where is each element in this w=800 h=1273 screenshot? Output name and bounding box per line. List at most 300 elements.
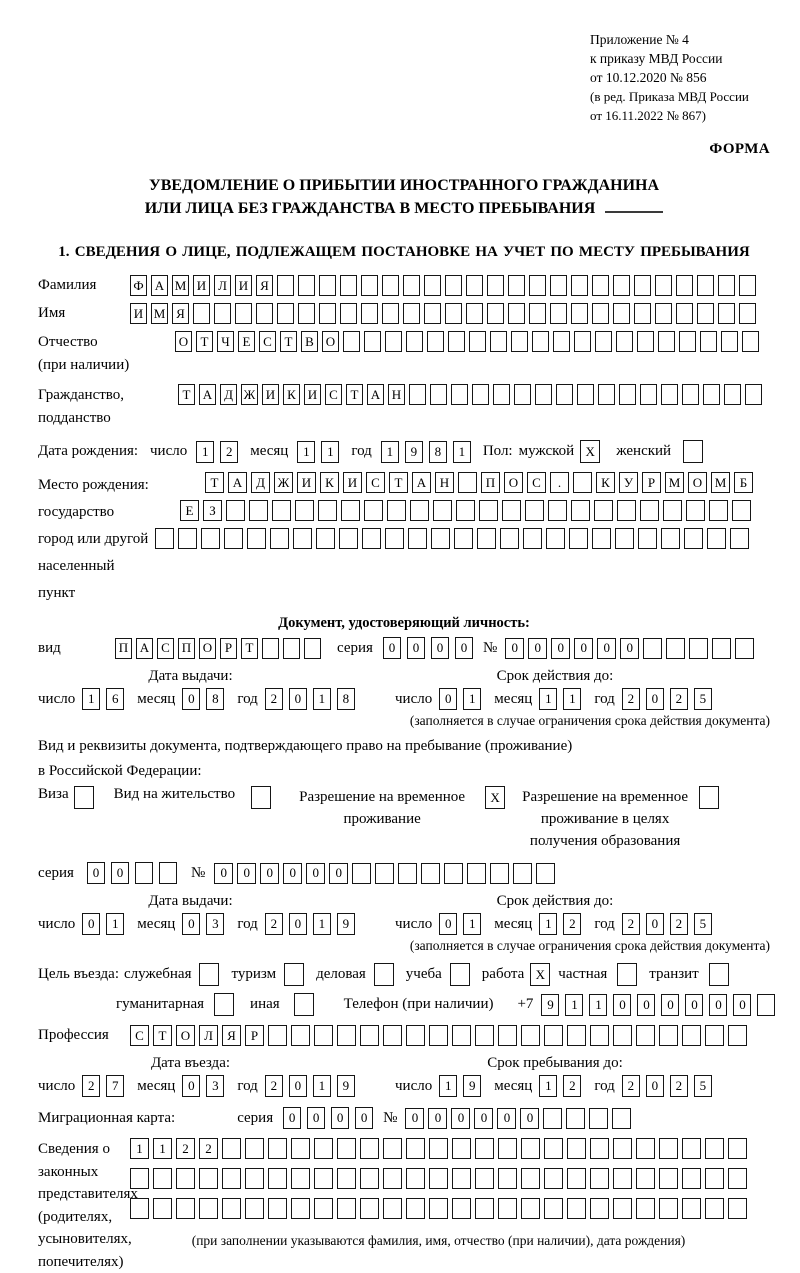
cell[interactable] (676, 303, 693, 324)
cell[interactable]: К (320, 472, 339, 493)
cell[interactable] (475, 1138, 494, 1159)
entry-year[interactable] (265, 1075, 355, 1097)
cell[interactable] (429, 1138, 448, 1159)
cell[interactable] (739, 303, 756, 324)
cell[interactable] (661, 384, 678, 405)
cell[interactable] (643, 638, 662, 659)
cell[interactable]: 5 (694, 1075, 712, 1097)
cell[interactable] (178, 528, 197, 549)
cell[interactable] (514, 384, 531, 405)
cell[interactable]: 0 (87, 862, 105, 884)
cell[interactable] (566, 1108, 585, 1129)
cell[interactable]: 8 (337, 688, 355, 710)
cell[interactable]: С (157, 638, 174, 659)
cell[interactable] (666, 638, 685, 659)
cell[interactable] (251, 786, 271, 809)
doc-number-cells[interactable] (505, 638, 754, 659)
cell[interactable]: П (115, 638, 132, 659)
visa-checkbox[interactable] (74, 786, 94, 809)
cell[interactable]: 1 (196, 441, 214, 463)
cell[interactable] (595, 331, 612, 352)
cell[interactable] (431, 528, 450, 549)
cell[interactable]: 0 (474, 1108, 493, 1129)
cell[interactable]: Н (435, 472, 454, 493)
cell[interactable]: В (301, 331, 318, 352)
cell[interactable] (592, 528, 611, 549)
cell[interactable]: 0 (289, 1075, 307, 1097)
cell[interactable]: Е (180, 500, 199, 521)
cell[interactable] (421, 863, 440, 884)
cell[interactable] (410, 500, 429, 521)
cell[interactable] (705, 1168, 724, 1189)
cell[interactable] (130, 1198, 149, 1219)
cell[interactable] (176, 1168, 195, 1189)
cell[interactable] (429, 1168, 448, 1189)
cell[interactable]: Я (172, 303, 189, 324)
cell[interactable] (304, 638, 321, 659)
cell[interactable]: 5 (694, 913, 712, 935)
cell[interactable]: 0 (574, 638, 593, 659)
cell[interactable]: 1 (539, 1075, 557, 1097)
cell[interactable] (291, 1025, 310, 1046)
cell[interactable] (592, 303, 609, 324)
cell[interactable]: 2 (670, 1075, 688, 1097)
cell[interactable] (448, 331, 465, 352)
cell[interactable]: 1 (589, 994, 607, 1016)
patronymic-cells[interactable] (175, 331, 759, 352)
cell[interactable]: Р (220, 638, 237, 659)
cell[interactable]: 1 (313, 1075, 331, 1097)
cell[interactable] (403, 303, 420, 324)
cell[interactable]: Д (251, 472, 270, 493)
cell[interactable] (513, 863, 532, 884)
cell[interactable]: 0 (182, 1075, 200, 1097)
cell[interactable]: Т (346, 384, 363, 405)
cell[interactable] (544, 1168, 563, 1189)
cell[interactable]: 0 (306, 863, 325, 884)
cell[interactable] (659, 1025, 678, 1046)
cell[interactable]: 0 (620, 638, 639, 659)
entry-month[interactable] (182, 1075, 224, 1097)
cell[interactable]: А (412, 472, 431, 493)
cell[interactable] (661, 528, 680, 549)
cell[interactable] (452, 1198, 471, 1219)
cell[interactable] (636, 1198, 655, 1219)
doc-issued-month[interactable] (182, 688, 224, 710)
cell[interactable] (636, 1025, 655, 1046)
cell[interactable]: Р (642, 472, 661, 493)
cell[interactable] (424, 303, 441, 324)
cell[interactable]: С (527, 472, 546, 493)
cell[interactable] (383, 1198, 402, 1219)
cell[interactable] (571, 275, 588, 296)
cell[interactable] (487, 303, 504, 324)
cell[interactable]: Т (153, 1025, 172, 1046)
cell[interactable] (556, 384, 573, 405)
purpose-business-checkbox[interactable] (374, 963, 394, 986)
cell[interactable]: X (530, 963, 550, 986)
cell[interactable] (663, 500, 682, 521)
cell[interactable]: И (235, 275, 252, 296)
temp-residence-checkbox[interactable] (485, 786, 505, 809)
cell[interactable]: 0 (329, 863, 348, 884)
cell[interactable]: 1 (313, 688, 331, 710)
cell[interactable] (683, 440, 703, 463)
temp-residence-edu-checkbox[interactable] (699, 786, 719, 809)
cell[interactable] (249, 500, 268, 521)
cell[interactable] (337, 1168, 356, 1189)
cell[interactable] (262, 638, 279, 659)
cell[interactable]: 2 (622, 1075, 640, 1097)
cell[interactable]: 9 (463, 1075, 481, 1097)
cell[interactable] (475, 1168, 494, 1189)
cell[interactable]: Т (178, 384, 195, 405)
cell[interactable]: 2 (265, 1075, 283, 1097)
cell[interactable]: 1 (313, 913, 331, 935)
cell[interactable]: 0 (661, 994, 679, 1016)
cell[interactable]: С (130, 1025, 149, 1046)
cell[interactable]: И (193, 275, 210, 296)
cell[interactable] (467, 863, 486, 884)
cell[interactable]: 0 (528, 638, 547, 659)
birth-month-cells[interactable] (297, 441, 339, 463)
cell[interactable]: X (580, 440, 600, 463)
cell[interactable]: М (711, 472, 730, 493)
cell[interactable] (319, 303, 336, 324)
cell[interactable]: Т (280, 331, 297, 352)
cell[interactable]: Б (734, 472, 753, 493)
cell[interactable] (550, 275, 567, 296)
cell[interactable]: 0 (613, 994, 631, 1016)
cell[interactable]: И (297, 472, 316, 493)
doc-expires-year[interactable] (622, 688, 712, 710)
cell[interactable] (567, 1025, 586, 1046)
birthplace-row2-cells[interactable] (180, 500, 753, 521)
cell[interactable] (682, 384, 699, 405)
cell[interactable]: С (366, 472, 385, 493)
cell[interactable] (703, 384, 720, 405)
cell[interactable] (709, 963, 729, 986)
cell[interactable]: О (175, 331, 192, 352)
cell[interactable] (256, 303, 273, 324)
cell[interactable]: С (325, 384, 342, 405)
cell[interactable]: 0 (407, 637, 425, 659)
cell[interactable] (424, 275, 441, 296)
doc-expires-day[interactable] (439, 688, 481, 710)
cell[interactable] (298, 303, 315, 324)
cell[interactable] (477, 528, 496, 549)
cell[interactable]: 0 (182, 688, 200, 710)
cell[interactable]: И (130, 303, 147, 324)
cell[interactable] (374, 963, 394, 986)
cell[interactable] (341, 500, 360, 521)
residence-expires-year[interactable] (622, 913, 712, 935)
doc-issued-year[interactable] (265, 688, 355, 710)
purpose-work-checkbox[interactable] (530, 963, 550, 986)
cell[interactable]: 9 (337, 913, 355, 935)
cell[interactable] (314, 1168, 333, 1189)
cell[interactable] (268, 1198, 287, 1219)
cell[interactable]: 2 (622, 913, 640, 935)
cell[interactable]: 8 (206, 688, 224, 710)
cell[interactable] (360, 1168, 379, 1189)
cell[interactable] (364, 500, 383, 521)
cell[interactable]: 1 (153, 1138, 172, 1159)
cell[interactable]: 2 (265, 688, 283, 710)
cell[interactable] (452, 1168, 471, 1189)
cell[interactable] (343, 331, 360, 352)
cell[interactable]: 1 (539, 913, 557, 935)
cell[interactable] (294, 993, 314, 1016)
cell[interactable] (682, 1138, 701, 1159)
cell[interactable] (682, 1025, 701, 1046)
cell[interactable]: 9 (405, 441, 423, 463)
cell[interactable] (571, 500, 590, 521)
cell[interactable]: Ж (274, 472, 293, 493)
cell[interactable]: 0 (733, 994, 751, 1016)
cell[interactable]: 2 (670, 913, 688, 935)
cell[interactable]: 2 (199, 1138, 218, 1159)
cell[interactable] (199, 1198, 218, 1219)
cell[interactable] (445, 275, 462, 296)
cell[interactable]: О (322, 331, 339, 352)
cell[interactable] (689, 638, 708, 659)
cell[interactable]: 0 (289, 913, 307, 935)
cell[interactable] (235, 303, 252, 324)
cell[interactable] (511, 331, 528, 352)
cell[interactable] (577, 384, 594, 405)
cell[interactable] (385, 331, 402, 352)
cell[interactable] (387, 500, 406, 521)
residence-number-cells[interactable] (214, 863, 555, 884)
cell[interactable]: 9 (337, 1075, 355, 1097)
cell[interactable]: Ч (217, 331, 234, 352)
residence-expires-month[interactable] (539, 913, 581, 935)
cell[interactable] (728, 1025, 747, 1046)
cell[interactable] (598, 384, 615, 405)
cell[interactable]: 0 (82, 913, 100, 935)
cell[interactable] (525, 500, 544, 521)
cell[interactable] (728, 1198, 747, 1219)
cell[interactable]: Т (196, 331, 213, 352)
cell[interactable]: 0 (283, 1107, 301, 1129)
cell[interactable] (615, 528, 634, 549)
representatives-row2-cells[interactable] (130, 1168, 747, 1189)
cell[interactable] (409, 384, 426, 405)
cell[interactable] (590, 1198, 609, 1219)
cell[interactable] (406, 1025, 425, 1046)
cell[interactable]: . (550, 472, 569, 493)
cell[interactable] (298, 275, 315, 296)
cell[interactable]: П (178, 638, 195, 659)
cell[interactable] (193, 303, 210, 324)
cell[interactable] (548, 500, 567, 521)
cell[interactable]: 1 (321, 441, 339, 463)
cell[interactable] (283, 638, 300, 659)
cell[interactable] (466, 303, 483, 324)
cell[interactable] (454, 528, 473, 549)
cell[interactable]: А (228, 472, 247, 493)
cell[interactable]: 1 (381, 441, 399, 463)
cell[interactable] (521, 1025, 540, 1046)
cell[interactable]: 0 (646, 913, 664, 935)
cell[interactable] (247, 528, 266, 549)
cell[interactable] (728, 1168, 747, 1189)
cell[interactable] (199, 1168, 218, 1189)
cell[interactable] (291, 1168, 310, 1189)
cell[interactable] (375, 863, 394, 884)
cell[interactable]: Н (388, 384, 405, 405)
cell[interactable] (697, 275, 714, 296)
cell[interactable]: 1 (463, 913, 481, 935)
cell[interactable] (433, 500, 452, 521)
cell[interactable] (293, 528, 312, 549)
cell[interactable]: 0 (383, 637, 401, 659)
cell[interactable]: 2 (563, 913, 581, 935)
cell[interactable] (214, 303, 231, 324)
female-checkbox[interactable] (683, 440, 703, 463)
residence-issued-day[interactable] (82, 913, 124, 935)
cell[interactable]: 1 (463, 688, 481, 710)
representatives-row1-cells[interactable] (130, 1138, 747, 1159)
cell[interactable] (612, 1108, 631, 1129)
cell[interactable] (521, 1198, 540, 1219)
cell[interactable] (705, 1198, 724, 1219)
cell[interactable] (529, 275, 546, 296)
cell[interactable]: 3 (206, 913, 224, 935)
cell[interactable] (222, 1198, 241, 1219)
cell[interactable]: 0 (331, 1107, 349, 1129)
cell[interactable]: 0 (182, 913, 200, 935)
cell[interactable] (705, 1025, 724, 1046)
cell[interactable] (427, 331, 444, 352)
cell[interactable] (684, 528, 703, 549)
cell[interactable] (567, 1168, 586, 1189)
purpose-other-checkbox[interactable] (294, 993, 314, 1016)
cell[interactable] (382, 275, 399, 296)
cell[interactable]: 1 (130, 1138, 149, 1159)
migration-series-cells[interactable] (283, 1107, 373, 1129)
cell[interactable]: 0 (637, 994, 655, 1016)
cell[interactable] (408, 528, 427, 549)
cell[interactable]: 1 (106, 913, 124, 935)
cell[interactable] (135, 862, 153, 884)
cell[interactable] (361, 275, 378, 296)
cell[interactable] (201, 528, 220, 549)
cell[interactable] (613, 1168, 632, 1189)
cell[interactable] (613, 1198, 632, 1219)
cell[interactable]: К (283, 384, 300, 405)
surname-cells[interactable] (130, 275, 756, 296)
cell[interactable] (553, 331, 570, 352)
cell[interactable] (679, 331, 696, 352)
cell[interactable] (385, 528, 404, 549)
cell[interactable]: 7 (106, 1075, 124, 1097)
cell[interactable] (500, 528, 519, 549)
cell[interactable] (226, 500, 245, 521)
cell[interactable] (658, 331, 675, 352)
cell[interactable] (739, 275, 756, 296)
cell[interactable]: С (259, 331, 276, 352)
cell[interactable]: 5 (694, 688, 712, 710)
cell[interactable] (199, 963, 219, 986)
cell[interactable]: Я (256, 275, 273, 296)
cell[interactable]: 1 (453, 441, 471, 463)
cell[interactable] (659, 1168, 678, 1189)
cell[interactable] (272, 500, 291, 521)
cell[interactable] (728, 1138, 747, 1159)
birthplace-row1-cells[interactable] (205, 472, 753, 493)
cell[interactable] (155, 528, 174, 549)
cell[interactable] (498, 1168, 517, 1189)
cell[interactable]: О (176, 1025, 195, 1046)
cell[interactable]: 0 (497, 1108, 516, 1129)
stay-year[interactable] (622, 1075, 712, 1097)
cell[interactable]: 0 (551, 638, 570, 659)
cell[interactable] (277, 275, 294, 296)
cell[interactable] (340, 275, 357, 296)
doc-issued-day[interactable] (82, 688, 124, 710)
cell[interactable] (490, 863, 509, 884)
cell[interactable] (590, 1138, 609, 1159)
cell[interactable] (613, 275, 630, 296)
cell[interactable] (709, 500, 728, 521)
cell[interactable]: И (304, 384, 321, 405)
cell[interactable]: М (172, 275, 189, 296)
cell[interactable] (224, 528, 243, 549)
cell[interactable] (445, 303, 462, 324)
cell[interactable]: М (151, 303, 168, 324)
cell[interactable] (546, 528, 565, 549)
cell[interactable]: 0 (505, 638, 524, 659)
cell[interactable] (458, 472, 477, 493)
cell[interactable] (498, 1198, 517, 1219)
cell[interactable] (337, 1025, 356, 1046)
cell[interactable] (640, 500, 659, 521)
cell[interactable]: А (151, 275, 168, 296)
cell[interactable]: А (367, 384, 384, 405)
cell[interactable]: Д (220, 384, 237, 405)
cell[interactable] (638, 528, 657, 549)
cell[interactable]: Р (245, 1025, 264, 1046)
cell[interactable] (712, 638, 731, 659)
cell[interactable] (550, 303, 567, 324)
cell[interactable] (569, 528, 588, 549)
purpose-study-checkbox[interactable] (450, 963, 470, 986)
cell[interactable] (316, 528, 335, 549)
cell[interactable] (718, 275, 735, 296)
cell[interactable]: 0 (237, 863, 256, 884)
cell[interactable] (573, 472, 592, 493)
cell[interactable] (245, 1198, 264, 1219)
cell[interactable] (574, 331, 591, 352)
cell[interactable]: 0 (307, 1107, 325, 1129)
cell[interactable] (337, 1138, 356, 1159)
cell[interactable]: 0 (597, 638, 616, 659)
cell[interactable] (718, 303, 735, 324)
cell[interactable]: 1 (82, 688, 100, 710)
cell[interactable]: А (136, 638, 153, 659)
cell[interactable] (450, 963, 470, 986)
cell[interactable] (613, 1025, 632, 1046)
cell[interactable] (361, 303, 378, 324)
cell[interactable] (724, 384, 741, 405)
cell[interactable] (176, 1198, 195, 1219)
cell[interactable]: 0 (709, 994, 727, 1016)
cell[interactable] (429, 1025, 448, 1046)
cell[interactable] (636, 1138, 655, 1159)
cell[interactable] (314, 1198, 333, 1219)
